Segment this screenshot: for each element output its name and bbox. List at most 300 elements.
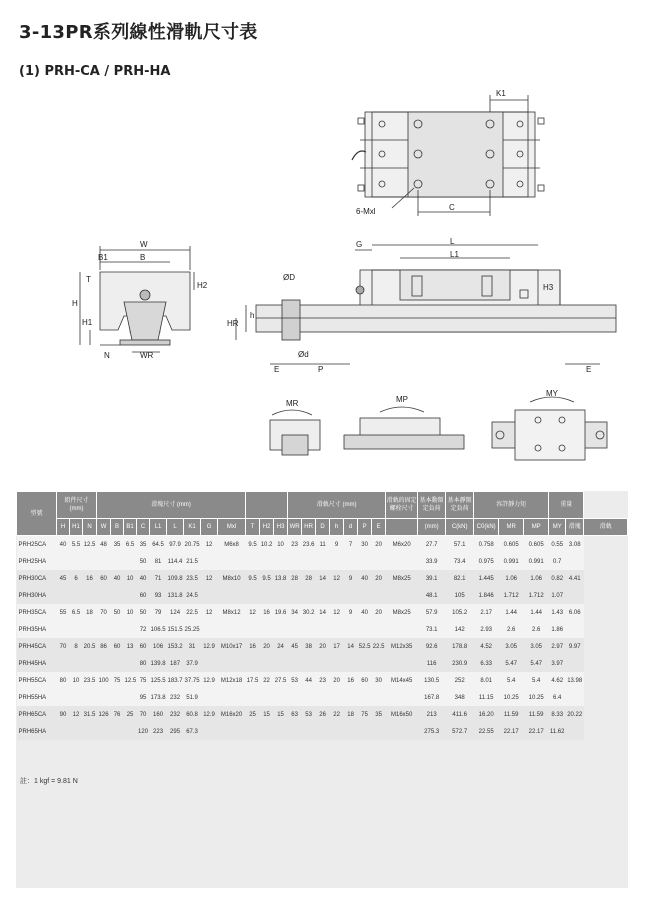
cell-cd: 27.7 <box>418 536 446 554</box>
cell-wb: 3.97 <box>549 655 566 672</box>
th-sub-24: C0(kN) <box>474 519 499 536</box>
cell-w <box>97 587 111 604</box>
cell-h1 <box>70 553 83 570</box>
cell-h1 <box>70 621 83 638</box>
label-b: B <box>140 253 146 262</box>
cell-h: 12 <box>330 570 344 587</box>
cell-wr: 13.98 <box>566 672 584 689</box>
cell-g <box>201 655 218 672</box>
cell-h: 80 <box>57 672 70 689</box>
cell-h: 20 <box>330 672 344 689</box>
cell-t <box>246 621 260 638</box>
cell-model: PRH65CA <box>17 706 57 723</box>
cell-my: 1.06 <box>524 570 549 587</box>
cell-k1: 25.25 <box>184 621 201 638</box>
cell-d <box>316 655 330 672</box>
cell-b: 40 <box>111 570 124 587</box>
cell-d: 18 <box>344 706 358 723</box>
cell-p: 30 <box>358 536 372 554</box>
cell-l: 187 <box>167 655 184 672</box>
cell-c: 50 <box>137 604 150 621</box>
cell-bolt <box>386 655 418 672</box>
cell-mp: 10.25 <box>499 689 524 706</box>
th-sub-11: Mxl <box>218 519 246 536</box>
cell-n <box>83 655 97 672</box>
cell-l1: 223 <box>150 723 167 740</box>
cell-bolt <box>386 723 418 740</box>
cell-l: 153.2 <box>167 638 184 655</box>
cell-t <box>246 655 260 672</box>
label-l1: L1 <box>450 250 459 259</box>
cell-mp: 5.4 <box>499 672 524 689</box>
cell-wr: 4.41 <box>566 570 584 587</box>
cell-c: 70 <box>137 706 150 723</box>
label-my: MY <box>546 389 558 398</box>
cell-mxl <box>218 621 246 638</box>
cell-d: 14 <box>316 570 330 587</box>
cell-h2 <box>260 689 274 706</box>
cell-h <box>57 655 70 672</box>
cell-l1: 106.5 <box>150 621 167 638</box>
table-row <box>17 672 628 689</box>
cell-l1: 173.8 <box>150 689 167 706</box>
cell-h <box>330 587 344 604</box>
cell-b1: 13 <box>124 638 137 655</box>
cell-h3: 13.8 <box>274 570 288 587</box>
cell-wb: 4.62 <box>549 672 566 689</box>
cell-bolt: M8x25 <box>386 570 418 587</box>
cell-n: 20.5 <box>83 638 97 655</box>
cell-g: 12.9 <box>201 706 218 723</box>
cell-d <box>344 587 358 604</box>
cell-mxl <box>218 689 246 706</box>
th-sub-15: WR <box>288 519 302 536</box>
cell-w <box>97 689 111 706</box>
cell-model: PRH65HA <box>17 723 57 740</box>
cell-d: 14 <box>316 604 330 621</box>
cell-mxl: M10x17 <box>218 638 246 655</box>
cell-l: 114.4 <box>167 553 184 570</box>
th-sub-2: N <box>83 519 97 536</box>
cell-c0: 105.2 <box>446 604 474 621</box>
cell-mr: 0.975 <box>474 553 499 570</box>
cell-w <box>97 655 111 672</box>
cell-mxl: M8x12 <box>218 604 246 621</box>
spec-table <box>16 491 628 740</box>
cell-wr: 9.97 <box>566 638 584 655</box>
cell-c0: 252 <box>446 672 474 689</box>
cell-g: 12 <box>201 604 218 621</box>
cell-wr <box>566 553 584 570</box>
cell-c0: 230.9 <box>446 655 474 672</box>
side-view-drawing <box>236 245 616 364</box>
cell-d <box>316 587 330 604</box>
cell-mp: 3.05 <box>499 638 524 655</box>
cell-wr: 45 <box>288 638 302 655</box>
label-h-small: h <box>250 311 255 320</box>
cell-l: 295 <box>167 723 184 740</box>
cell-b1 <box>124 655 137 672</box>
cell-wr <box>288 553 302 570</box>
th-model: 型號 <box>17 492 57 536</box>
cell-c0: 105 <box>446 587 474 604</box>
cell-c: 80 <box>137 655 150 672</box>
cell-k1: 67.3 <box>184 723 201 740</box>
cell-d <box>316 689 330 706</box>
cell-mr: 4.52 <box>474 638 499 655</box>
cell-wr <box>566 723 584 740</box>
cell-c0: 82.1 <box>446 570 474 587</box>
cell-h <box>330 553 344 570</box>
cell-h: 17 <box>330 638 344 655</box>
cell-cd: 57.9 <box>418 604 446 621</box>
label-e: E <box>274 365 280 374</box>
th-sub-25: MR <box>499 519 524 536</box>
cell-k1: 37.9 <box>184 655 201 672</box>
cell-h: 12 <box>330 604 344 621</box>
cell-d <box>316 553 330 570</box>
label-t: T <box>86 275 91 284</box>
cell-d: 11 <box>316 536 330 554</box>
label-h3: H3 <box>543 283 554 292</box>
cell-l1: 81 <box>150 553 167 570</box>
cell-wr: 34 <box>288 604 302 621</box>
cell-b1 <box>124 723 137 740</box>
cell-mr: 2.17 <box>474 604 499 621</box>
cell-h <box>330 655 344 672</box>
th-rail: 滑軌尺寸 (mm) <box>288 492 386 519</box>
cell-l: 151.5 <box>167 621 184 638</box>
cell-p: 40 <box>358 570 372 587</box>
th-sub-27: MY <box>549 519 566 536</box>
cell-mp: 2.6 <box>499 621 524 638</box>
cell-h2: 22 <box>260 672 274 689</box>
cell-mr: 11.15 <box>474 689 499 706</box>
table-row <box>17 553 628 570</box>
cell-h1 <box>70 655 83 672</box>
cell-c: 60 <box>137 587 150 604</box>
cell-mp: 1.44 <box>499 604 524 621</box>
cell-t: 25 <box>246 706 260 723</box>
cell-h2 <box>260 655 274 672</box>
moment-mp-drawing <box>344 407 464 449</box>
cell-w <box>97 621 111 638</box>
cell-w: 70 <box>97 604 111 621</box>
cell-e: 20 <box>372 604 386 621</box>
label-mr: MR <box>286 399 299 408</box>
cell-l1: 106 <box>150 638 167 655</box>
cell-g <box>201 621 218 638</box>
th-assembly: 組件尺寸 (mm) <box>57 492 97 519</box>
cell-w <box>97 553 111 570</box>
cell-model: PRH25CA <box>17 536 57 554</box>
cell-mp: 1.712 <box>499 587 524 604</box>
cell-h1: 8 <box>70 638 83 655</box>
cell-h2 <box>260 587 274 604</box>
table-row <box>17 655 628 672</box>
th-sub-22: (mm) <box>418 519 446 536</box>
cell-bolt: M16x50 <box>386 706 418 723</box>
cell-wb: 2.97 <box>549 638 566 655</box>
cell-mr: 1.846 <box>474 587 499 604</box>
cell-cd: 167.8 <box>418 689 446 706</box>
cell-model: PRH45HA <box>17 655 57 672</box>
cell-hr: 38 <box>302 638 316 655</box>
cell-wr: 6.06 <box>566 604 584 621</box>
cell-model: PRH35CA <box>17 604 57 621</box>
cell-bolt: M12x35 <box>386 638 418 655</box>
cell-h1 <box>70 689 83 706</box>
cell-h1: 6.5 <box>70 604 83 621</box>
cell-h <box>57 553 70 570</box>
cell-n <box>83 723 97 740</box>
cell-t <box>246 689 260 706</box>
cell-b <box>111 689 124 706</box>
cell-c0: 348 <box>446 689 474 706</box>
cell-n <box>83 689 97 706</box>
cell-model: PRH55HA <box>17 689 57 706</box>
cell-wr: 23 <box>288 536 302 554</box>
cell-hr: 23.6 <box>302 536 316 554</box>
cell-d <box>316 723 330 740</box>
cell-b1 <box>124 621 137 638</box>
cell-my: 22.17 <box>524 723 549 740</box>
th-sub-0: H <box>57 519 70 536</box>
th-sub-19: d <box>344 519 358 536</box>
th-block: 滑塊尺寸 (mm) <box>97 492 246 519</box>
cell-d <box>344 621 358 638</box>
table-row <box>17 706 628 723</box>
label-n: N <box>104 351 110 360</box>
cell-h1: 10 <box>70 672 83 689</box>
cell-wr <box>288 655 302 672</box>
label-mp: MP <box>396 395 408 404</box>
cell-h: 40 <box>57 536 70 554</box>
cell-wr: 20.22 <box>566 706 584 723</box>
cell-my: 2.6 <box>524 621 549 638</box>
spec-table-panel <box>16 491 628 888</box>
cell-k1: 31 <box>184 638 201 655</box>
cell-d: 26 <box>316 706 330 723</box>
cell-mxl <box>218 655 246 672</box>
cell-wb: 8.33 <box>549 706 566 723</box>
table-row <box>17 536 628 554</box>
cell-b1: 12.5 <box>124 672 137 689</box>
cell-b <box>111 655 124 672</box>
cell-h1: 12 <box>70 706 83 723</box>
cell-h: 70 <box>57 638 70 655</box>
table-row <box>17 689 628 706</box>
cell-my: 5.47 <box>524 655 549 672</box>
cell-p <box>358 655 372 672</box>
cell-t <box>246 723 260 740</box>
cell-g <box>201 723 218 740</box>
cell-h: 90 <box>57 706 70 723</box>
cell-hr: 28 <box>302 570 316 587</box>
cell-w: 100 <box>97 672 111 689</box>
cell-h3 <box>274 587 288 604</box>
label-od-small: Ød <box>298 350 309 359</box>
cell-b1: 6.5 <box>124 536 137 554</box>
cell-wr <box>566 621 584 638</box>
cell-l1: 64.5 <box>150 536 167 554</box>
th-bolt: 滑軌的固定螺栓尺寸 <box>386 492 418 519</box>
cell-cd: 116 <box>418 655 446 672</box>
cell-c0: 572.7 <box>446 723 474 740</box>
cell-h1 <box>70 587 83 604</box>
cell-t: 12 <box>246 604 260 621</box>
cell-n: 12.5 <box>83 536 97 554</box>
cell-k1: 23.5 <box>184 570 201 587</box>
cell-b: 60 <box>111 638 124 655</box>
cell-l: 232 <box>167 689 184 706</box>
cell-b: 75 <box>111 672 124 689</box>
cell-h2: 16 <box>260 604 274 621</box>
cell-l: 131.8 <box>167 587 184 604</box>
cell-cd: 130.5 <box>418 672 446 689</box>
cell-bolt: M6x20 <box>386 536 418 554</box>
label-g: G <box>356 240 363 249</box>
cell-c: 75 <box>137 672 150 689</box>
cell-model: PRH30HA <box>17 587 57 604</box>
cell-l: 124 <box>167 604 184 621</box>
cell-g <box>201 553 218 570</box>
label-k1: K1 <box>496 89 506 98</box>
cell-e <box>372 621 386 638</box>
cell-n: 16 <box>83 570 97 587</box>
cell-hr <box>302 621 316 638</box>
cell-b1: 10 <box>124 570 137 587</box>
cell-d <box>344 655 358 672</box>
cell-mxl: M16x20 <box>218 706 246 723</box>
cell-k1: 21.5 <box>184 553 201 570</box>
cell-l1: 79 <box>150 604 167 621</box>
cell-mxl: M12x18 <box>218 672 246 689</box>
cell-h2: 9.5 <box>260 570 274 587</box>
th-sub-18: h <box>330 519 344 536</box>
label-c: C <box>449 203 455 212</box>
label-w: W <box>140 240 148 249</box>
moment-my-drawing <box>492 397 607 460</box>
cell-hr <box>302 655 316 672</box>
cell-mp: 0.991 <box>499 553 524 570</box>
cell-wr <box>288 587 302 604</box>
cell-p <box>358 621 372 638</box>
cell-bolt <box>386 621 418 638</box>
cell-model: PRH30CA <box>17 570 57 587</box>
cell-p: 75 <box>358 706 372 723</box>
cell-h3 <box>274 655 288 672</box>
cell-bolt: M14x45 <box>386 672 418 689</box>
cell-b1: 10 <box>124 604 137 621</box>
cell-h1: 6 <box>70 570 83 587</box>
cell-cd: 48.1 <box>418 587 446 604</box>
th-sub-13: H2 <box>260 519 274 536</box>
cell-p <box>358 587 372 604</box>
cell-mr: 1.445 <box>474 570 499 587</box>
unit-note: 註：1 kgf = 9.81 N <box>20 778 78 785</box>
table-row <box>17 604 628 621</box>
cell-mr: 8.01 <box>474 672 499 689</box>
cell-d: 7 <box>344 536 358 554</box>
th-sub-8: L <box>167 519 184 536</box>
spec-table-body <box>17 536 628 741</box>
cell-my: 0.605 <box>524 536 549 554</box>
cell-c0: 73.4 <box>446 553 474 570</box>
table-row <box>17 638 628 655</box>
cell-cd: 92.6 <box>418 638 446 655</box>
cell-wr <box>566 587 584 604</box>
cell-bolt <box>386 689 418 706</box>
cell-c: 35 <box>137 536 150 554</box>
cell-t: 9.5 <box>246 570 260 587</box>
cell-n: 18 <box>83 604 97 621</box>
cell-wb: 1.43 <box>549 604 566 621</box>
label-hr: HR <box>227 319 239 328</box>
cell-d: 16 <box>344 672 358 689</box>
cell-mxl <box>218 553 246 570</box>
cell-b: 35 <box>111 536 124 554</box>
table-row <box>17 621 628 638</box>
cell-mxl <box>218 587 246 604</box>
th-sub-16: HR <box>302 519 316 536</box>
cell-h: 22 <box>330 706 344 723</box>
cell-l1: 93 <box>150 587 167 604</box>
cell-p <box>358 689 372 706</box>
cell-h3: 15 <box>274 706 288 723</box>
cell-c: 40 <box>137 570 150 587</box>
cell-mr: 6.33 <box>474 655 499 672</box>
th-sub-28: 滑塊 <box>566 519 584 536</box>
cell-b: 50 <box>111 604 124 621</box>
cell-d <box>344 689 358 706</box>
th-sub-23: C(kN) <box>446 519 474 536</box>
cell-k1: 24.5 <box>184 587 201 604</box>
cell-bolt: M8x25 <box>386 604 418 621</box>
cell-d: 14 <box>344 638 358 655</box>
cell-b <box>111 553 124 570</box>
label-e2: E <box>586 365 592 374</box>
cell-cd: 73.1 <box>418 621 446 638</box>
cell-g: 12.9 <box>201 672 218 689</box>
cell-h2 <box>260 553 274 570</box>
cell-c: 50 <box>137 553 150 570</box>
cell-h3 <box>274 553 288 570</box>
cell-w: 86 <box>97 638 111 655</box>
th-sub-5: B1 <box>124 519 137 536</box>
cell-wr <box>288 723 302 740</box>
cell-w <box>97 723 111 740</box>
cell-mxl <box>218 723 246 740</box>
th-dyn: 基本動額定負荷 <box>418 492 446 519</box>
cell-mr: 0.758 <box>474 536 499 554</box>
cell-mp: 0.605 <box>499 536 524 554</box>
table-row <box>17 587 628 604</box>
page-title: 3-13PR系列線性滑軌尺寸表 <box>19 22 258 43</box>
cell-h <box>57 621 70 638</box>
cell-wb: 1.07 <box>549 587 566 604</box>
cell-l: 109.8 <box>167 570 184 587</box>
cell-h3 <box>274 621 288 638</box>
th-sub-21: E <box>372 519 386 536</box>
cell-w: 48 <box>97 536 111 554</box>
cell-wr <box>288 621 302 638</box>
cell-c0: 57.1 <box>446 536 474 554</box>
th-sub-26: MP <box>524 519 549 536</box>
cell-n <box>83 621 97 638</box>
cell-my: 5.4 <box>524 672 549 689</box>
cell-n <box>83 553 97 570</box>
